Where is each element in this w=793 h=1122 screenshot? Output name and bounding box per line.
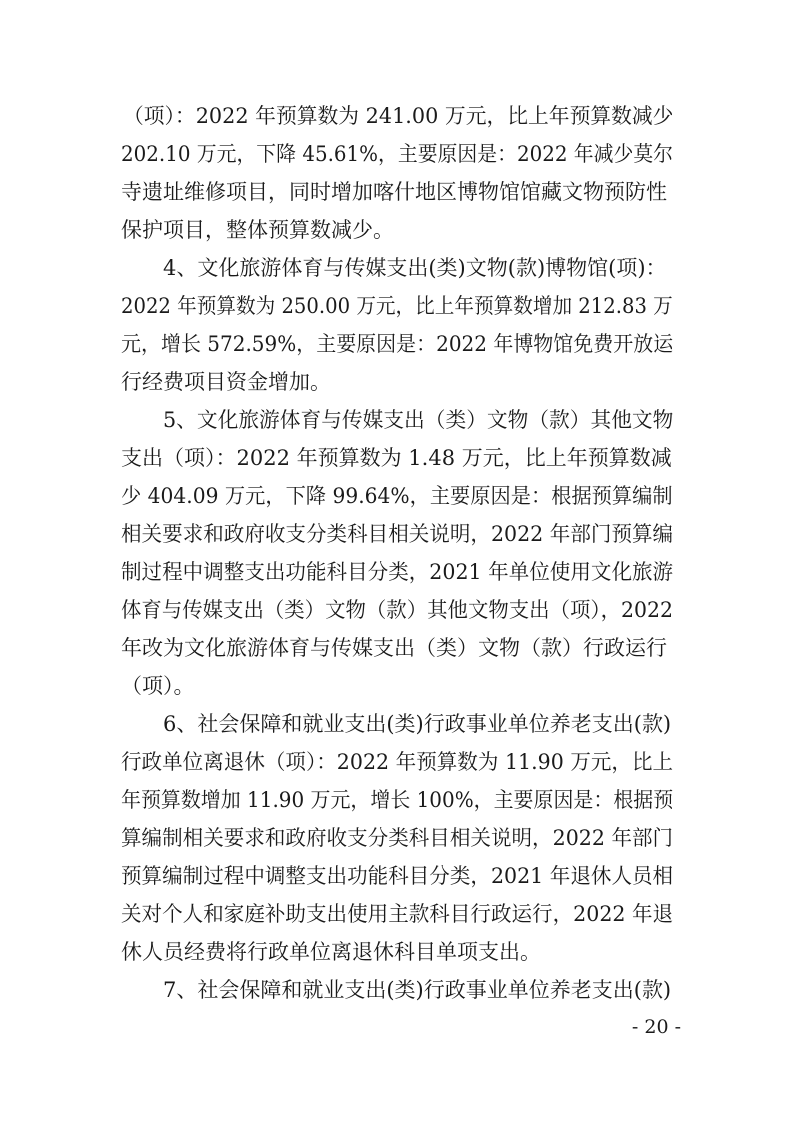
line-text: 5、文化旅游体育与传媒支出（类）文物（款）其他文物 [163,408,674,432]
text-line [0,592,793,628]
line-text: （项）。 [121,674,195,698]
text-line [0,212,793,248]
text-line [0,630,793,666]
text-line [0,174,793,210]
line-text: 年预算数增加 11.90 万元，增长 100%，主要原因是：根据预 [121,788,674,812]
line-text: 行经费项目资金增加。 [121,370,331,394]
text-line [0,554,793,590]
text-line [0,402,793,438]
line-text: 行政单位离退休（项）：2022 年预算数为 11.90 万元，比上 [121,750,674,774]
line-text: 202.10 万元，下降 45.61%，主要原因是：2022 年减少莫尔 [121,142,674,166]
line-text: 关对个人和家庭补助支出使用主款科目行政运行，2022 年退 [121,902,674,926]
line-text: 6、社会保障和就业支出(类)行政事业单位养老支出(款) [163,712,672,736]
line-text: 少 404.09 万元，下降 99.64%，主要原因是：根据预算编制 [121,484,673,508]
text-line [0,364,793,400]
text-line [0,668,793,704]
line-text: 支出（项）：2022 年预算数为 1.48 万元，比上年预算数减 [121,446,672,470]
text-line [0,478,793,514]
line-text: （项）：2022 年预算数为 241.00 万元，比上年预算数减少 [123,104,674,128]
text-line [0,288,793,324]
text-line [0,98,793,134]
text-line [0,136,793,172]
line-text: 休人员经费将行政单位离退休科目单项支出。 [121,940,541,964]
line-text: 2022 年预算数为 250.00 万元，比上年预算数增加 212.83 万 [121,294,673,318]
text-line [0,744,793,780]
text-line [0,250,793,286]
page-number-text: - 20 - [631,1016,681,1038]
line-text: 预算编制过程中调整支出功能科目分类，2021 年退休人员相 [121,864,674,888]
text-line [0,896,793,932]
line-text: 算编制相关要求和政府收支分类科目相关说明，2022 年部门 [121,826,674,850]
line-text: 保护项目，整体预算数减少。 [121,218,394,242]
text-line [0,820,793,856]
text-line [0,440,793,476]
page-number [0,1012,793,1042]
line-text: 7、社会保障和就业支出(类)行政事业单位养老支出(款) [163,978,672,1002]
text-line [0,858,793,894]
text-line [0,972,793,1008]
line-text: 制过程中调整支出功能科目分类，2021 年单位使用文化旅游 [121,560,674,584]
line-text: 元，增长 572.59%，主要原因是：2022 年博物馆免费开放运 [121,332,674,356]
text-line [0,782,793,818]
line-text: 4、文化旅游体育与传媒支出(类)文物(款)博物馆(项)： [163,256,667,280]
text-line [0,326,793,362]
line-text: 相关要求和政府收支分类科目相关说明，2022 年部门预算编 [121,522,674,546]
line-text: 年改为文化旅游体育与传媒支出（类）文物（款）行政运行 [121,636,667,660]
text-line [0,934,793,970]
line-text: 体育与传媒支出（类）文物（款）其他文物支出（项），2022 [121,598,673,622]
line-text: 寺遗址维修项目，同时增加喀什地区博物馆馆藏文物预防性 [121,180,667,204]
text-line [0,706,793,742]
text-line [0,516,793,552]
